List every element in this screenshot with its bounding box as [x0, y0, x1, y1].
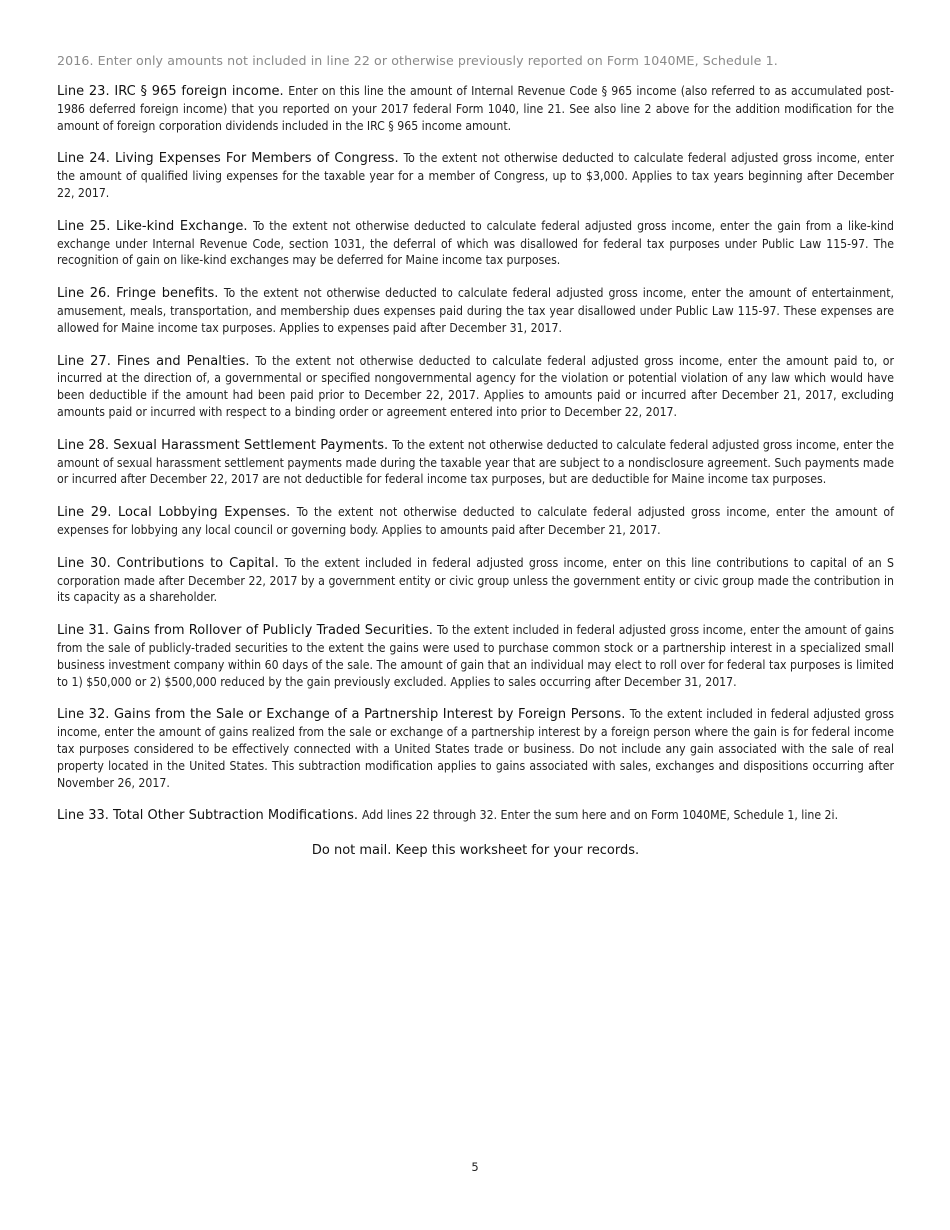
- line-instruction: [57, 437, 894, 488]
- line-text: To the extent included in federal adjusted gross income, enter the amount of gains from the sale of publicly-traded securities to the extent the gains were used to purchase common stock or a partnership interest in a specialized small business investment company within 60 days of the sale. The amount of gain that an individual may elect to roll over for federal tax purposes is limited to 1) $50,000 or 2) $500,000 reduced by the gain previously excluded. Applies to sales occurring after December 31, 2017.: [57, 623, 894, 689]
- line-instruction: [57, 150, 894, 201]
- line-text: To the extent not otherwise deducted to calculate federal adjusted gross income, enter the gain from a like-kind exchange under Internal Revenue Code, section 1031, the deferral of which was disallowed for federal tax purposes under Public Law 115-97. The recognition of gain on like-kind exchanges may be deferred for Maine income tax purposes.: [57, 218, 894, 268]
- line-instruction: [57, 706, 894, 791]
- line-heading: Line 31. Gains from Rollover of Publicly Traded Securities.: [57, 623, 433, 639]
- line-instruction: [57, 807, 894, 825]
- line-instruction: [57, 83, 894, 134]
- line-heading: Line 30. Contributions to Capital.: [57, 555, 279, 571]
- line-text: To the extent not otherwise deducted to calculate federal adjusted gross income, enter the amount paid to, or incurred at the direction of, a governmental or specified nongovernmental agency for the violation or potential violation of any law which would have been deductible if the amount had been paid prior to December 22, 2017. Applies to amounts paid or incurred after December 21, 2017, excluding amounts paid or incurred with respect to a binding order or agreement entered into prior to December 22, 2017.: [57, 353, 894, 419]
- line-heading: Line 25. Like-kind Exchange.: [57, 218, 248, 234]
- line-text: To the extent not otherwise deducted to calculate federal adjusted gross income, enter the amount of entertainment, amusement, meals, transportation, and membership dues expenses paid during the tax year disallowed under Public Law 115-97. These expenses are allowed for Maine income tax purposes. Applies to expenses paid after December 31, 2017.: [57, 286, 894, 335]
- line-text: Enter on this line the amount of Internal Revenue Code § 965 income (also referred to as accumulated post-1986 deferred foreign income) that you reported on your 2017 federal Form 1040, line 21. See also line 2 above for the addition modification for the amount of foreign corporation dividends included in the IRC § 965 income amount.: [57, 84, 894, 133]
- line-heading: Line 28. Sexual Harassment Settlement Payments.: [57, 437, 389, 453]
- line-heading: Line 29. Local Lobbying Expenses.: [57, 505, 291, 521]
- line-instruction: [57, 218, 894, 269]
- line-text: To the extent included in federal adjusted gross income, enter the amount of gains realized from the sale or exchange of a partnership interest by a foreign person where the gain is for federal income tax purposes considered to be effectively connected with a United States trade or business. Do not include any gain associated with the sale of real property located in the United States. This subtraction modification applies to gains associated with sales, exchanges and dispositions occurring after November 26, 2017.: [57, 707, 894, 790]
- line-text: To the extent not otherwise deducted to calculate federal adjusted gross income, enter the amount of sexual harassment settlement payments made during the taxable year that are subject to a nondisclosure agreement. Such payments made or incurred after December 22, 2017 are not deductible for federal income tax purposes, but are deductible for Maine income tax purposes.: [57, 437, 894, 487]
- line-heading: Line 32. Gains from the Sale or Exchange of a Partnership Interest by Foreign Persons.: [57, 707, 626, 723]
- line-heading: Line 33. Total Other Subtraction Modifications.: [57, 808, 359, 824]
- line-instruction: [57, 285, 894, 336]
- line-text: Add lines 22 through 32. Enter the sum here and on Form 1040ME, Schedule 1, line 2i.: [362, 808, 839, 823]
- line-heading: Line 24. Living Expenses For Members of Congress.: [57, 151, 399, 167]
- continued-intro-text: 2016. Enter only amounts not included in line 22 or otherwise previously reported on Form 1040ME, Schedule 1.: [57, 53, 778, 68]
- line-heading: Line 26. Fringe benefits.: [57, 286, 219, 302]
- line-text: To the extent included in federal adjusted gross income, enter on this line contributions to capital of an S corporation made after December 22, 2017 by a government entity or civic group unless the government entity or civic group made the contribution in its capacity as a shareholder.: [57, 555, 894, 605]
- line-heading: Line 27. Fines and Penalties.: [57, 353, 250, 369]
- keep-records-note: Do not mail. Keep this worksheet for your records.: [311, 843, 640, 859]
- line-instruction: [57, 622, 894, 690]
- line-text: To the extent not otherwise deducted to calculate federal adjusted gross income, enter the amount of expenses for lobbying any local council or governing body. Applies to amounts paid after December 21, 2017.: [57, 505, 894, 537]
- page-number: 5: [471, 1160, 479, 1174]
- line-instruction: [57, 555, 894, 606]
- line-instruction: [57, 504, 894, 539]
- worksheet-page: [57, 52, 894, 871]
- line-instructions-list: [57, 83, 894, 825]
- line-text: To the extent not otherwise deducted to calculate federal adjusted gross income, enter the amount of qualified living expenses for the taxable year for a member of Congress, up to $3,000. Applies to tax years beginning after December 22, 2017.: [57, 151, 894, 200]
- line-heading: Line 23. IRC § 965 foreign income.: [57, 84, 284, 99]
- line-instruction: [57, 353, 894, 421]
